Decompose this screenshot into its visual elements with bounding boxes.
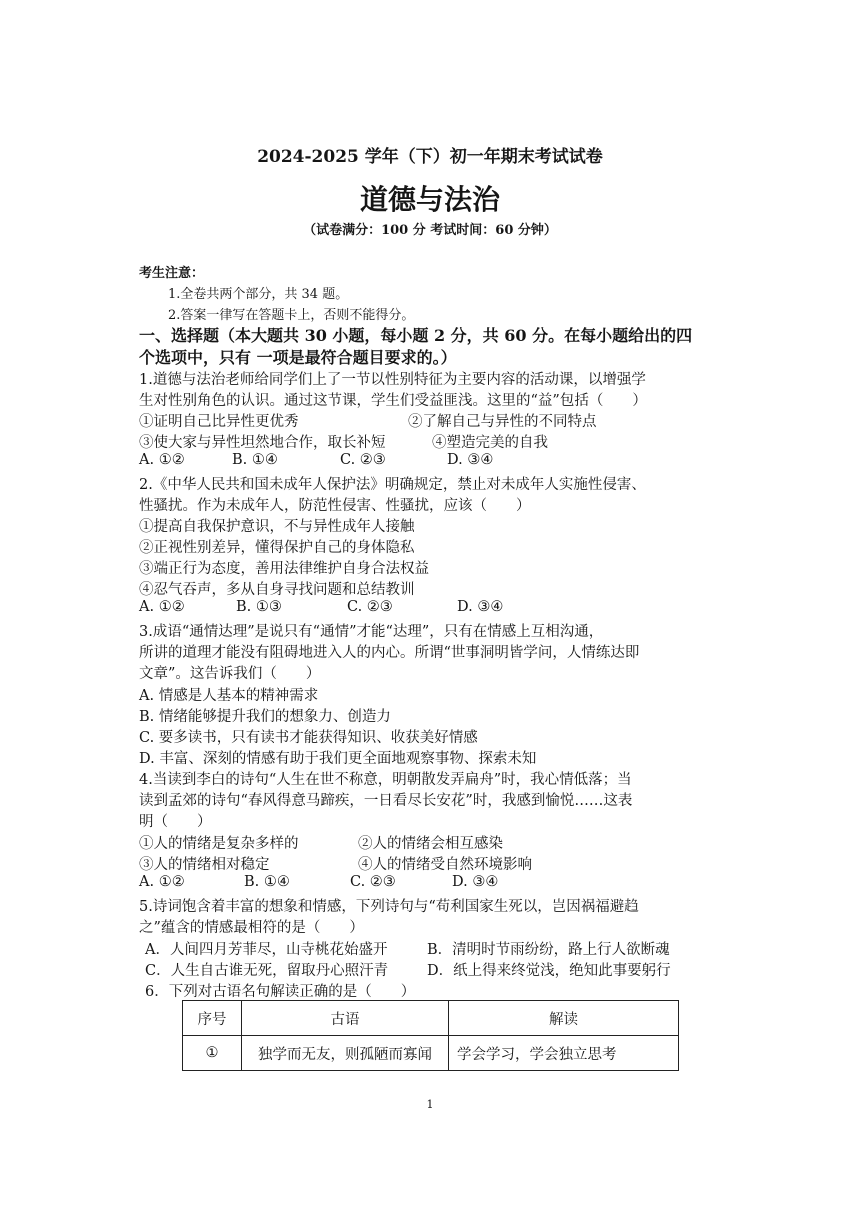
question-4-option-d: D. ③④ — [452, 874, 499, 890]
table-header: 解读 — [449, 1001, 679, 1036]
question-4-item: ①人的情绪是复杂多样的 — [139, 836, 299, 852]
question-1-stem-cont: 生对性别角色的认识。通过这节课，学生们受益匪浅。这里的“益”包括（ ） — [139, 393, 647, 409]
question-4-option-b: B. ①④ — [244, 874, 290, 890]
question-2-stem-cont: 性骚扰。作为未成年人，防范性侵害、性骚扰，应该（ ） — [139, 498, 531, 514]
question-5-option-c: C．人生自古谁无死，留取丹心照汗青 — [145, 963, 389, 979]
question-2-item: ①提高自我保护意识，不与异性成年人接触 — [139, 519, 415, 535]
question-4-stem: 4.当读到李白的诗句“人生在世不称意，明朝散发弄扁舟”时，我心情低落；当 — [139, 772, 632, 788]
question-1-item: ①证明自己比异性更优秀 — [139, 414, 299, 430]
question-4-stem-cont: 明（ ） — [139, 814, 212, 830]
exam-title: 2024-2025 学年（下）初一年期末考试试卷 — [257, 147, 603, 167]
question-5-option-a: A．人间四月芳菲尽，山寺桃花始盛开 — [145, 942, 388, 958]
question-2-option-a: A. ①② — [139, 599, 185, 615]
question-4-item: ③人的情绪相对稳定 — [139, 857, 270, 873]
question-2-item: ④忍气吞声，多从自身寻找问题和总结教训 — [139, 582, 415, 598]
question-1-option-d: D. ③④ — [447, 452, 494, 468]
question-5-option-b: B．清明时节雨纷纷，路上行人欲断魂 — [427, 942, 670, 958]
question-4-option-c: C. ②③ — [350, 874, 396, 890]
page-number: 1 — [426, 1098, 434, 1111]
exam-info: （试卷满分：100 分 考试时间：60 分钟） — [303, 223, 557, 238]
question-4-option-a: A. ①② — [139, 874, 185, 890]
question-1-option-b: B. ①④ — [232, 452, 278, 468]
question-1-item: ②了解自己与异性的不同特点 — [408, 414, 597, 430]
question-3-option-a: A. 情感是人基本的精神需求 — [139, 688, 319, 704]
question-6-stem: 6．下列对古语名句解读正确的是（ ） — [145, 984, 416, 1000]
subject-title: 道德与法治 — [359, 183, 500, 216]
question-2-option-d: D. ③④ — [457, 599, 504, 615]
quote-table — [182, 1000, 679, 1071]
question-2-item: ②正视性别差异，懂得保护自己的身体隐私 — [139, 540, 415, 556]
question-1-item: ③使大家与异性坦然地合作，取长补短 — [139, 435, 386, 451]
question-3-option-c: C. 要多读书，只有读书才能获得知识、收获美好情感 — [139, 730, 478, 746]
question-5-option-d: D．纸上得来终觉浅，绝知此事要躬行 — [427, 963, 671, 979]
question-2-item: ③端正行为态度，善用法律维护自身合法权益 — [139, 561, 429, 577]
question-5-stem: 5.诗词饱含着丰富的想象和情感，下列诗句与“苟利国家生死以，岂因祸福避趋 — [139, 899, 639, 915]
question-4-item: ②人的情绪会相互感染 — [358, 836, 503, 852]
section-heading-cont: 个选项中，只有 一项是最符合题目要求的。） — [139, 348, 457, 367]
table-header-row — [183, 1001, 679, 1036]
table-row — [183, 1036, 679, 1071]
question-3-option-d: D. 丰富、深刻的情感有助于我们更全面地观察事物、探索未知 — [139, 751, 537, 767]
question-4-item: ④人的情绪受自然环境影响 — [358, 857, 532, 873]
question-3-option-b: B. 情绪能够提升我们的想象力、创造力 — [139, 709, 391, 725]
table-cell: 学会学习，学会独立思考 — [449, 1036, 679, 1071]
table-cell: 独学而无友，则孤陋而寡闻 — [242, 1036, 449, 1071]
table-header: 古语 — [242, 1001, 449, 1036]
note-item: 1.全卷共两个部分，共 34 题。 — [168, 287, 349, 302]
question-3-stem-cont: 文章”。这告诉我们（ ） — [139, 666, 321, 682]
question-2-option-c: C. ②③ — [347, 599, 393, 615]
question-5-stem-cont: 之”蕴含的情感最相符的是（ ） — [139, 920, 364, 936]
question-1-option-a: A. ①② — [139, 452, 185, 468]
question-3-stem-cont: 所讲的道理才能没有阻碍地进入人的内心。所谓“世事洞明皆学问，人情练达即 — [139, 645, 640, 661]
question-4-stem-cont: 读到孟郊的诗句“春风得意马蹄疾，一日看尽长安花”时，我感到愉悦……这表 — [139, 793, 633, 809]
question-2-option-b: B. ①③ — [236, 599, 282, 615]
question-1-option-c: C. ②③ — [340, 452, 386, 468]
notes-heading: 考生注意： — [139, 266, 205, 281]
question-1-item: ④塑造完美的自我 — [432, 435, 548, 451]
question-2-stem: 2.《中华人民共和国未成年人保护法》明确规定，禁止对未成年人实施性侵害、 — [139, 477, 646, 493]
table-cell: ① — [183, 1036, 242, 1071]
question-1-stem: 1.道德与法治老师给同学们上了一节以性别特征为主要内容的活动课，以增强学 — [139, 372, 646, 388]
table-header: 序号 — [183, 1001, 242, 1036]
note-item: 2.答案一律写在答题卡上，否则不能得分。 — [168, 308, 415, 323]
section-heading: 一、选择题（本大题共 30 小题，每小题 2 分，共 60 分。在每小题给出的四 — [139, 326, 693, 345]
question-3-stem: 3.成语“通情达理”是说只有“通情”才能“达理”，只有在情感上互相沟通， — [139, 624, 604, 640]
